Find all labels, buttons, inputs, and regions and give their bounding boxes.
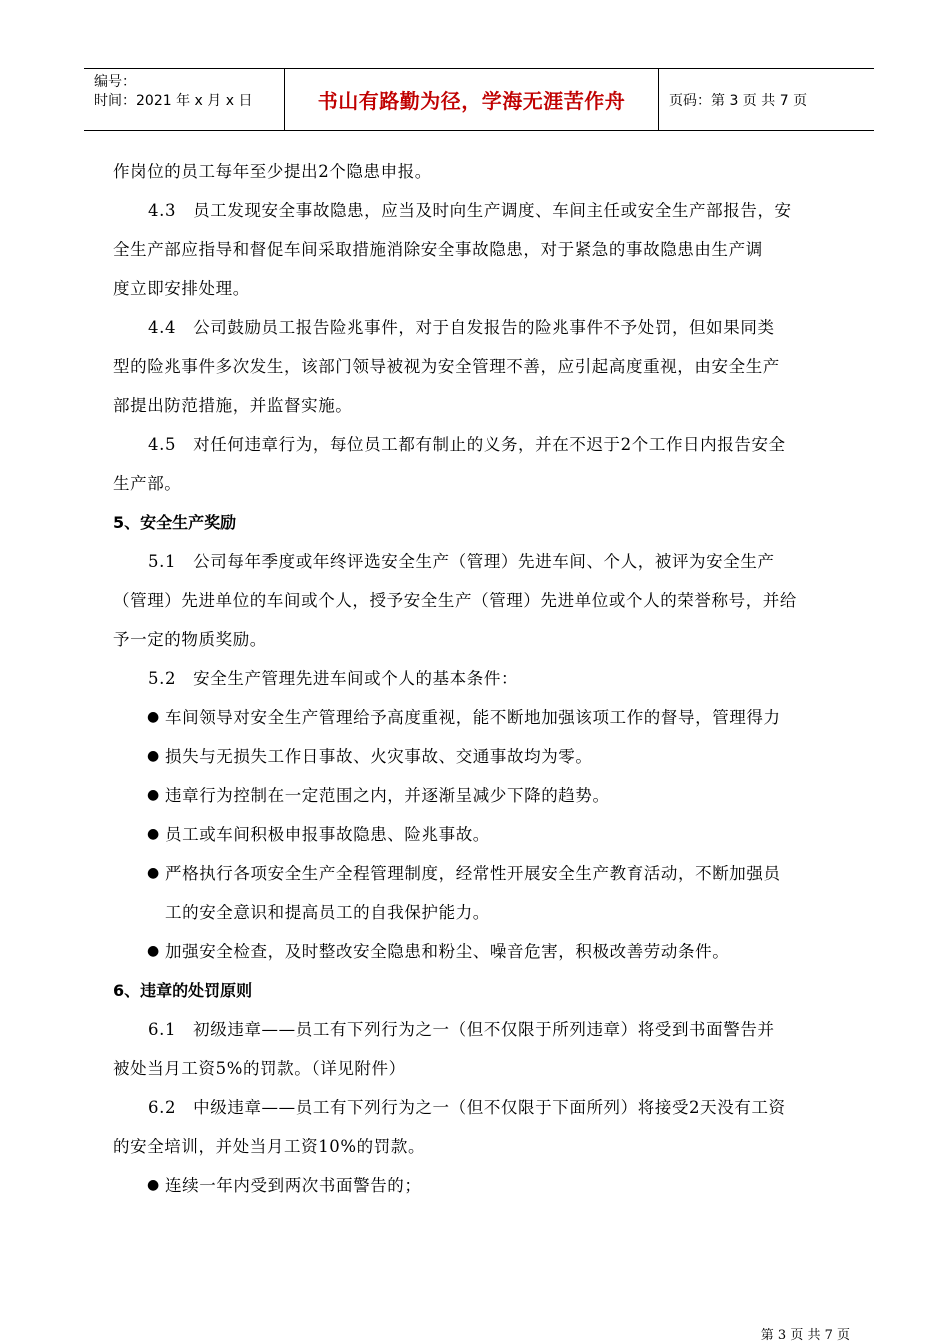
bullet-text: 严格执行各项安全生产全程管理制度，经常性开展安全生产教育活动，不断加强员 [165, 864, 781, 883]
page-header [84, 68, 874, 131]
paragraph-4-5 [113, 425, 849, 503]
bullet-icon: ● [147, 1177, 160, 1193]
text-line: 5.2 安全生产管理先进车间或个人的基本条件： [148, 669, 519, 688]
document-body [113, 152, 849, 1205]
header-page-label: 页码：第 3 页 共 7 页 [669, 92, 808, 109]
time-label: 时间：2021 年 x 月 x 日 [94, 93, 253, 109]
text-line: 6.1 初级违章——员工有下列行为之一（但不仅限于所列违章）将受到书面警告并 [148, 1020, 775, 1039]
text-line: 的安全培训，并处当月工资10%的罚款。 [113, 1137, 426, 1156]
bullet-text: 车间领导对安全生产管理给予高度重视，能不断地加强该项工作的督导，管理得力 [165, 708, 781, 727]
bullet-text: 工的安全意识和提高员工的自我保护能力。 [165, 903, 490, 922]
paragraph-4-3 [113, 191, 849, 308]
text-line: 予一定的物质奖励。 [113, 630, 267, 649]
text-line: 作岗位的员工每年至少提出2个隐患申报。 [113, 162, 432, 181]
number-label: 编号： [94, 74, 136, 90]
bullet-icon: ● [147, 865, 160, 881]
text-line: 生产部。 [113, 474, 182, 493]
bullet-item [113, 737, 849, 776]
page-footer: 第 3 页 共 7 页 [760, 1328, 850, 1343]
bullet-icon: ● [147, 943, 160, 959]
bullet-icon: ● [147, 748, 160, 764]
paragraph-6-1 [113, 1010, 849, 1088]
header-meta [84, 69, 285, 130]
paragraph-5-2 [113, 659, 849, 698]
paragraph-6-2 [113, 1088, 849, 1166]
text-line: 6.2 中级违章——员工有下列行为之一（但不仅限于下面所列）将接受2天没有工资 [148, 1098, 786, 1117]
bullet-item [113, 1166, 849, 1205]
text-line: 部提出防范措施，并监督实施。 [113, 396, 353, 415]
bullet-text: 连续一年内受到两次书面警告的； [165, 1176, 422, 1195]
bullet-text: 员工或车间积极申报事故隐患、险兆事故。 [165, 825, 490, 844]
paragraph-4-4 [113, 308, 849, 425]
text-line: 被处当月工资5%的罚款。（详见附件） [113, 1059, 406, 1078]
text-line: 全生产部应指导和督促车间采取措施消除安全事故隐患，对于紧急的事故隐患由生产调 [113, 240, 763, 259]
text-line: 4.5 对任何违章行为，每位员工都有制止的义务，并在不迟于2个工作日内报告安全 [148, 435, 786, 454]
bullet-item [113, 854, 849, 932]
bullet-item [113, 698, 849, 737]
bullet-icon: ● [147, 787, 160, 803]
bullet-item [113, 932, 849, 971]
text-line: 5.1 公司每年季度或年终评选安全生产（管理）先进车间、个人，被评为安全生产 [148, 552, 775, 571]
text-line: （管理）先进单位的车间或个人，授予安全生产（管理）先进单位或个人的荣誉称号，并给 [113, 591, 797, 610]
bullet-text: 损失与无损失工作日事故、火灾事故、交通事故均为零。 [165, 747, 593, 766]
section-heading-5: 5、安全生产奖励 [113, 513, 237, 532]
bullet-icon: ● [147, 709, 160, 725]
bullet-item [113, 815, 849, 854]
bullet-item [113, 776, 849, 815]
bullet-text: 违章行为控制在一定范围之内，并逐渐呈减少下降的趋势。 [165, 786, 610, 805]
header-motto: 书山有路勤为径，学海无涯苦作舟 [285, 69, 659, 130]
text-line: 型的险兆事件多次发生，该部门领导被视为安全管理不善，应引起高度重视，由安全生产 [113, 357, 780, 376]
text-line: 4.3 员工发现安全事故隐患，应当及时向生产调度、车间主任或安全生产部报告，安 [148, 201, 792, 220]
bullet-text: 加强安全检查，及时整改安全隐患和粉尘、噪音危害，积极改善劳动条件。 [165, 942, 730, 961]
paragraph [113, 152, 849, 191]
text-line: 度立即安排处理。 [113, 279, 250, 298]
bullet-icon: ● [147, 826, 160, 842]
text-line: 4.4 公司鼓励员工报告险兆事件，对于自发报告的险兆事件不予处罚，但如果同类 [148, 318, 775, 337]
section-heading-6: 6、违章的处罚原则 [113, 981, 253, 1000]
paragraph-5-1 [113, 542, 849, 659]
